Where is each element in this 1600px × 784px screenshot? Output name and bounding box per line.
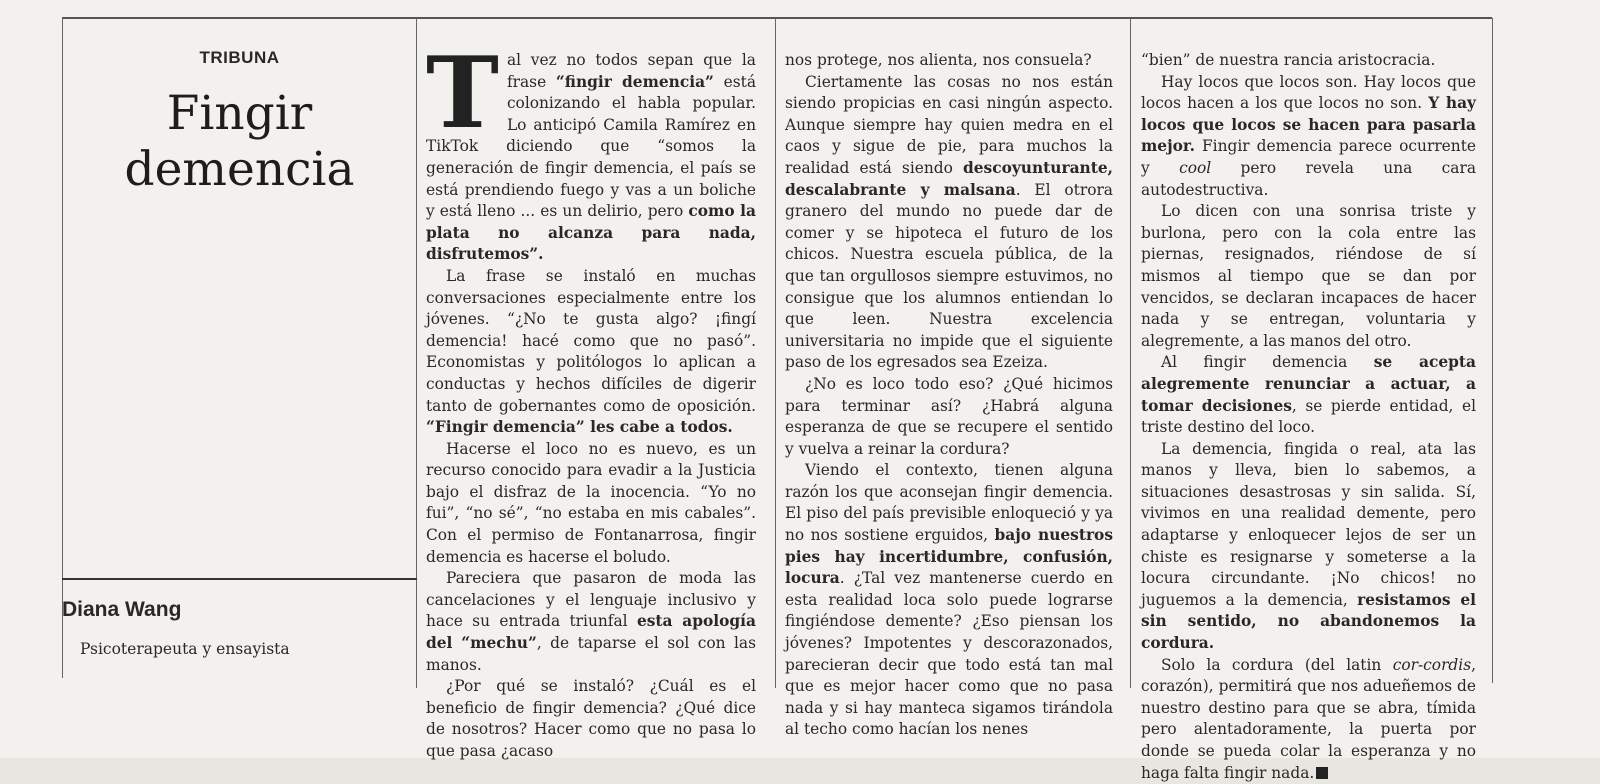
paragraph: Pareciera que pasaron de moda las cancelaciones y el lenguaje inclusivo y hace su entrada triunfal esta apología del “mechu”, de taparse el sol con las manos. (426, 569, 756, 674)
paragraph: ¿Por qué se instaló? ¿Cuál es el beneficio de fingir demencia? ¿Qué dice de nosotros? Hacer como que no pasa lo que pasa ¿acaso (426, 677, 756, 760)
drop-cap: T (426, 36, 499, 151)
paragraph: nos protege, nos alienta, nos consuela? (785, 51, 1092, 69)
article-column-3 (1141, 50, 1476, 784)
paragraph: Al fingir demencia se acepta alegremente renunciar a actuar, a tomar decisiones, se pierde entidad, el triste destino del loco. (1141, 353, 1476, 437)
paragraph: La demencia, fingida o real, ata las manos y lleva, bien lo sabemos, a situaciones desastrosas y sin salida. Sí, vivimos en una realidad demente, pero adaptarse y enloquecer lejos de ser un chiste es resignarse y someterse a la locura circundante. ¡No chicos! no juguemos a la demencia, resistamos el sin sentido, no abandonemos la cordura. (1141, 439, 1476, 653)
paragraph: Hay locos que locos son. Hay locos que locos hacen a los que locos no son. Y hay locos que locos se hacen para pasarla mejor. Fingir demencia parece ocurrente y cool pero revela una cara autodestructiva. (1141, 72, 1477, 199)
paragraph: Ciertamente las cosas no nos están siendo propicias en casi ningún aspecto. Aunque siempre hay quien medra en el caos y sigue de pie, para muchos la realidad está siendo descoyunturante, descalabrante y malsana. El otrora granero del mundo no puede dar de comer y se hipoteca el futuro de los chicos. Nuestra escuela pública, de la que tan orgullosos siempre estuvimos, no consigue que los alumnos entiendan lo que leen. Nuestra excelencia universitaria no impide que el siguiente paso de los egresados sea Ezeiza. (785, 72, 1113, 372)
section-kicker: TRIBUNA (199, 48, 280, 67)
headline (62, 86, 417, 198)
article-column-2 (785, 50, 1113, 741)
paragraph: Hacerse el loco no es nuevo, es un recurso conocido para evadir a la Justicia bajo el disfraz de la inocencia. “Yo no fui”, “no sé”, “no estaba en mis cabales”. Con el permiso de Fontanarrosa, fingir demencia es hacerse el boludo. (426, 439, 756, 566)
end-square-icon (1316, 767, 1328, 779)
author-name: Diana Wang (62, 598, 182, 621)
paragraph: “bien” de nuestra rancia aristocracia. (1141, 51, 1436, 69)
article-column-1 (426, 36, 756, 763)
paragraph: Lo dicen con una sonrisa triste y burlona, pero con la cola entre las piernas, resignados, riéndose de sí mismos al tiempo que se dan por vencidos, se declaran incapaces de hacer nada y se entregan, voluntaria y alegremente, a las manos del otro. (1141, 202, 1476, 350)
paragraph: Tal vez no todos sepan que la frase “fingir demencia” está colonizando el habla popular. Lo anticipó Camila Ramírez en TikTok diciendo que “somos la generación de fingir demencia, el país se está prendiendo fuego y vas a un boliche y está lleno ... es un delirio, pero como la plata no alcanza para nada, disfrutemos”. (426, 36, 756, 264)
column-divider (775, 18, 776, 688)
byline-separator (62, 578, 417, 580)
author-role: Psicoterapeuta y ensayista (80, 640, 290, 658)
paragraph: ¿No es loco todo eso? ¿Qué hicimos para terminar así? ¿Habrá alguna esperanza de que se recupere el sentido y vuelva a reinar la cordura? (785, 374, 1113, 458)
top-rule (62, 17, 1492, 19)
headline-line: Fingir (166, 86, 313, 141)
paragraph: Solo la cordura (del latin cor-cordis, corazón), permitirá que nos adueñemos de nuestro destino para que se abra, tímida pero alentadoramente, la puerta por donde se pueda colar la esperanza y no haga falta fingir nada. (1141, 655, 1476, 782)
paragraph: Viendo el contexto, tienen alguna razón los que aconsejan fingir demencia. El piso del país previsible enloqueció y ya no nos sostiene erguidos, bajo nuestros pies hay incertidumbre, confusión, locura. ¿Tal vez mantenerse cuerdo en esta realidad loca solo puede lograrse fingiéndose demente? ¿Eso piensan los jóvenes? Impotentes y descorazonados, parecieran decir que todo está tan mal que es mejor hacer como que no pasa nada y si hay manteca sigamos tirándola al techo como hacían los nenes (785, 461, 1113, 739)
paragraph: La frase se instaló en muchas conversaciones especialmente entre los jóvenes. “¿No te gusta algo? ¡fingí demencia! hacé como que no pasó”. Economistas y politólogos lo aplican a conductas y hechos difíciles de digerir tanto de gobernantes como de oposición. “Fingir demencia” les cabe a todos. (426, 266, 756, 437)
headline-line: demencia (124, 142, 355, 197)
column-divider (1492, 18, 1493, 683)
column-divider (1130, 18, 1131, 688)
